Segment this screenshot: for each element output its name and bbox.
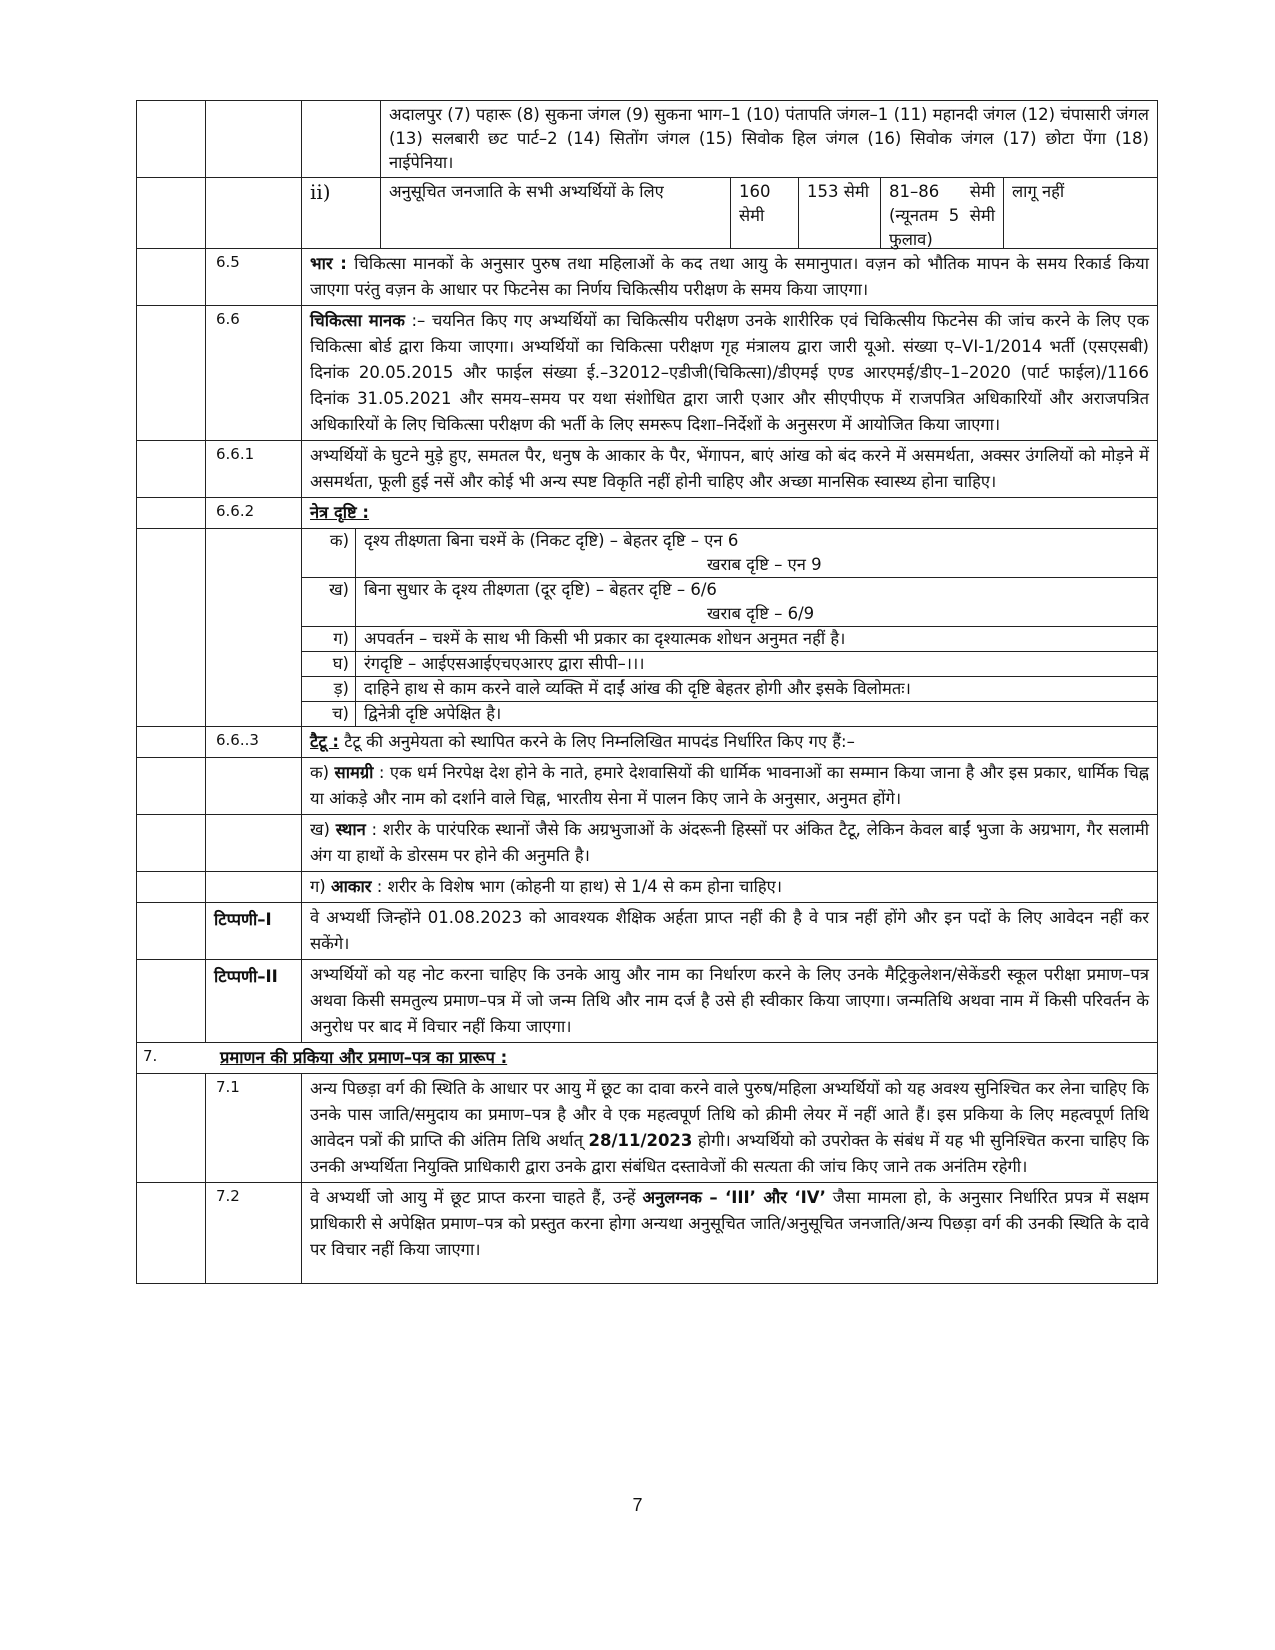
table-row xyxy=(137,498,1157,528)
list-item: ड़) दाहिने हाथ से काम करने वाले व्यक्ति में दाईं आंख की दृष्टि बेहतर होगी और इसके विलोमतः। xyxy=(302,676,1157,701)
table-row: 7.1 अन्य पिछड़ा वर्ग की स्थिति के आधार पर आयु में छूट का दावा करने वाले पुरुष/महिला अभ्यर्थियों को यह अवश्य सुनिश्चित कर लेना चाहिए कि उनके पास जाति/समुदाय का प्रमाण–पत्र है और वे एक महत्वपूर्ण तिथि को क्रीमी लेयर में नहीं आते हैं। इस प्रकिया के लिए महत्वपूर्ण तिथि आवेदन पत्रों की प्राप्ति की अंतिम तिथि अर्थात् 28/11/2023 होगी। अभ्यर्थियो को उपरोक्त के संबंध में यह भी सुनिश्चित करना चाहिए कि उनकी अभ्यर्थिता नियुक्ति प्राधिकारी द्वारा उनके द्वारा संबंधित दस्तावेजों की सत्यता की जांच किए जाने तक अनंतिम रहेगी। xyxy=(137,1074,1157,1183)
section-number: 6.5 xyxy=(206,249,302,305)
table-row xyxy=(137,306,1157,441)
table-row xyxy=(137,815,1157,872)
section-number: 7.2 xyxy=(206,1183,302,1283)
chest-female: लागू नहीं xyxy=(1012,182,1065,201)
table-row xyxy=(137,727,1157,758)
chest-measure: 81–86 सेमी (न्यूनतम 5 सेमी फुलाव) xyxy=(881,178,1004,248)
section-number: 6.6..3 xyxy=(206,727,302,757)
section-number: 7. xyxy=(143,1047,158,1065)
table-row xyxy=(137,528,1157,727)
list-item: क) दृश्य तीक्ष्णता बिना चश्में के (निकट दृष्टि) – बेहतर दृष्टि – एन 6 खराब दृष्टि – एन 9 xyxy=(302,529,1157,577)
table-row xyxy=(137,441,1157,498)
note-label: टिप्पणी–II xyxy=(206,960,302,1042)
section-heading: प्रमाणन की प्रकिया और प्रमाण–पत्र का प्रारूप : xyxy=(220,1048,508,1067)
table-row xyxy=(137,903,1157,960)
section-label: टैटू : xyxy=(310,732,339,751)
content-table xyxy=(136,100,1158,1284)
eye-sight-list xyxy=(302,529,1157,726)
section-label: चिकित्सा मानक xyxy=(310,311,405,330)
section-label: भार : xyxy=(310,254,347,273)
last-date: 28/11/2023 xyxy=(588,1131,693,1150)
note-label: टिप्पणी–I xyxy=(206,903,302,959)
list-item: च) द्विनेत्री दृष्टि अपेक्षित है। xyxy=(302,701,1157,726)
height-female: 153 सेमी xyxy=(799,178,881,248)
table-row xyxy=(137,249,1157,306)
note-text: अभ्यर्थियों को यह नोट करना चाहिए कि उनके आयु और नाम का निर्धारण करने के लिए उनके मैट्रिकुलेशन/सेकेंडरी स्कूल परीक्षा प्रमाण–पत्र अथवा किसी समतुल्य प्रमाण–पत्र में जो जन्म तिथि और नाम दर्ज है उसे ही स्वीकार किया जाएगा। जन्मतिथि अथवा नाम में किसी परिवर्तन के अनुरोध पर बाद में विचार नहीं किया जाएगा। xyxy=(310,965,1149,1036)
section-text: :– चयनित किए गए अभ्यर्थियों का चिकित्सीय परीक्षण उनके शारीरिक एवं चिकित्सीय फिटनेस की जांच करने के लिए एक चिकित्सा बोर्ड द्वारा किया जाएगा। अभ्यर्थियों का चिकित्सा परीक्षण गृह मंत्रालय द्वारा जारी यूओ. संख्या ए–VI-1/2014 भर्ती (एसएसबी) दिनांक 20.05.2015 और फाईल संख्या ई.–32012–एडीजी(चिकित्सा)/डीएमई एण्ड आरएमई/डीए–1–2020 (पार्ट फाईल)/1166 दिनांक 31.05.2021 और समय–समय पर यथा संशोधित द्वारा जारी एआर और सीएपीएफ में राजपत्रित अधिकारियों और अराजपत्रित अधिकारियों के लिए चिकित्सा परीक्षण की भर्ती के लिए समरूप दिशा–निर्देशों के अनुसरण में आयोजित किया जाएगा। xyxy=(310,311,1150,434)
list-item: ग) आकार : शरीर के विशेष भाग (कोहनी या हाथ) से 1/4 से कम होना चाहिए। xyxy=(310,877,783,896)
table-row: 7.2 वे अभ्यर्थी जो आयु में छूट प्राप्त करना चाहते हैं, उन्हें अनुलग्नक – ‘III’ और ‘IV’ जैसा मामला हो, के अनुसार निर्धारित प्रपत्र में सक्षम प्राधिकारी से अपेक्षित प्रमाण–पत्र को प्रस्तुत करना होगा अन्यथा अनुसूचित जाति/अनुसूचित जनजाति/अन्य पिछड़ा वर्ग की उनकी स्थिति के दावे पर विचार नहीं किया जाएगा। xyxy=(137,1183,1157,1283)
note-text: वे अभ्यर्थी जिन्होंने 01.08.2023 को आवश्यक शैक्षिक अर्हता प्राप्त नहीं की है वे पात्र नहीं होंगे और इन पदों के लिए आवेदन नहीं कर सकेंगे। xyxy=(310,908,1149,953)
table-row xyxy=(137,101,1157,178)
table-row xyxy=(137,1043,1157,1074)
table-row xyxy=(137,872,1157,903)
page-number: 7 xyxy=(632,1495,643,1515)
section-text: चिकित्सा मानकों के अनुसार पुरुष तथा महिलाओं के कद तथा आयु के समानुपात। वज़न को भौतिक मापन के समय रिकार्ड किया जाएगा परंतु वज़न के आधार पर फिटनेस का निर्णय चिकित्सीय परीक्षण के समय किया जाएगा। xyxy=(310,254,1150,299)
section-text: अभ्यर्थियों के घुटने मुड़े हुए, समतल पैर, धनुष के आकार के पैर, भेंगापन, बाएं आंख को बंद करने में असमर्थता, अक्सर उंगलियों को मोड़ने में असमर्थता, फूली हुई नसें और कोई भी अन्य स्पष्ट विकृति नहीं होनी चाहिए और अच्छा मानसिक स्वास्थ्य होना चाहिए। xyxy=(310,446,1149,491)
list-item: ख) स्थान : शरीर के पारंपरिक स्थानों जैसे कि अग्रभुजाओं के अंदरूनी हिस्सों पर अंकित टैटू, लेकिन केवल बाईं भुजा के अग्रभाग, गैर सलामी अंग या हाथों के डोरसम पर होने की अनुमति है। xyxy=(310,820,1149,865)
section-number: 6.6.1 xyxy=(206,441,302,497)
table-row xyxy=(137,178,1157,249)
list-item: ग) अपवर्तन – चश्में के साथ भी किसी भी प्रकार का दृश्यात्मक शोधन अनुमत नहीं है। xyxy=(302,626,1157,651)
section-text: टैटू की अनुमेयता को स्थापित करने के लिए निम्नलिखित मापदंड निर्धारित किए गए हैं:– xyxy=(338,732,855,751)
row-number: ii) xyxy=(302,178,381,248)
list-item: ख) बिना सुधार के दृश्य तीक्ष्णता (दूर दृष्टि) – बेहतर दृष्टि – 6/6 खराब दृष्टि – 6/9 xyxy=(302,577,1157,626)
section-number: 6.6 xyxy=(206,306,302,440)
annexure-ref: अनुलग्नक – ‘III’ और ‘IV’ xyxy=(642,1188,826,1207)
table-row xyxy=(137,960,1157,1043)
table-row xyxy=(137,758,1157,815)
section-number: 6.6.2 xyxy=(206,498,302,528)
section-number: 7.1 xyxy=(206,1074,302,1182)
area-list: अदालपुर (7) पहारू (8) सुकना जंगल (9) सुकना भाग–1 (10) पंतापति जंगल–1 (11) महानदी जंगल (12) चंपासारी जंगल (13) सलबारी छट पार्ट–2 (14) सितोंग जंगल (15) सिवोक हिल जंगल (16) सिवोक जंगल (17) छोटा पेंगा (18) नाईपेनिया। xyxy=(389,105,1149,172)
list-item: क) सामग्री : एक धर्म निरपेक्ष देश होने के नाते, हमारे देशवासियों की धार्मिक भावनाओं का सम्मान किया जाना है और इस प्रकार, धार्मिक चिह्न या आंकड़े और नाम को दर्शाने वाले चिह्न, भारतीय सेना में पालन किए जाने के अनुसार, अनुमत होंगे। xyxy=(310,763,1149,808)
list-item: घ) रंगदृष्टि – आईएसआईएचएआरए द्वारा सीपी–।।। xyxy=(302,651,1157,676)
section-label: नेत्र दृष्टि : xyxy=(310,503,370,522)
category-description: अनुसूचित जनजाति के सभी अभ्यर्थियों के लिए xyxy=(381,178,731,248)
height-male: 160 सेमी xyxy=(731,178,799,248)
